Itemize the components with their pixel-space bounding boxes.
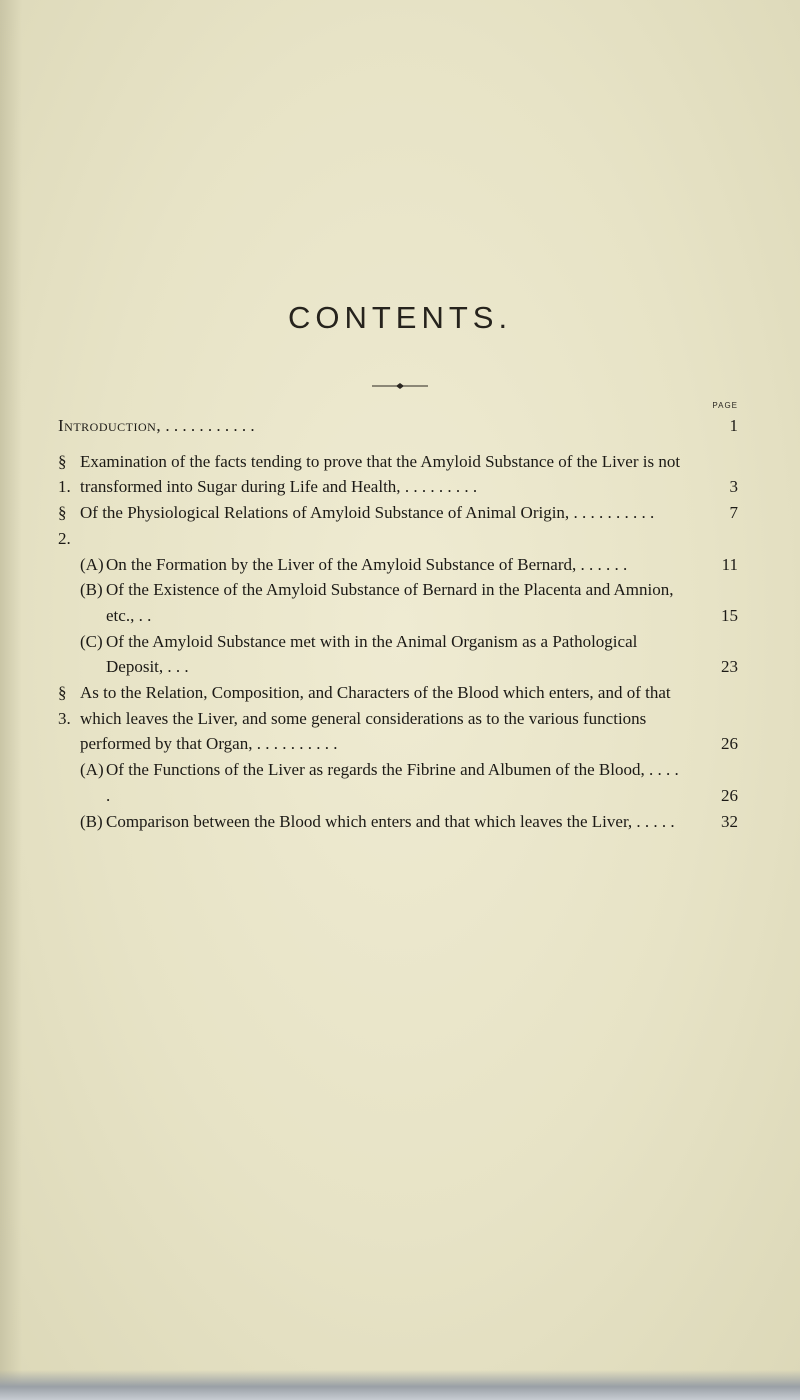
toc-section-number: § 3. [58, 683, 71, 728]
toc-entry-body [80, 500, 738, 526]
toc-subsection-letter: (B) [80, 580, 103, 600]
toc-entry-section-2 [58, 500, 738, 551]
toc-page-number: 23 [721, 657, 738, 677]
toc-page-number: 32 [721, 811, 738, 831]
toc-entry-body [106, 629, 738, 680]
toc-page-number: 11 [721, 554, 738, 574]
contents-title: CONTENTS. [287, 300, 513, 335]
toc-leader-dots: . . . . . [632, 811, 675, 831]
toc-leader-dots: . . . . . . . . . . [569, 503, 655, 523]
page-left-shadow [0, 0, 22, 1400]
toc-entry-section-3a [58, 757, 738, 808]
toc-entry-section-2b [58, 577, 738, 628]
toc-page-number: 7 [729, 503, 738, 523]
toc-page-number: 26 [721, 734, 738, 754]
toc-entry-text: Of the Existence of the Amyloid Substance of Bernard in the Placenta and Amnion, etc., [106, 580, 674, 625]
toc-entry-text: Of the Amyloid Substance met with in the Animal Organism as a Pathological Deposit, [106, 631, 638, 677]
toc-leader-dots: . . . [163, 657, 189, 677]
toc-subsection-letter: (B) [80, 811, 103, 831]
toc-section-number: § 1. [58, 451, 71, 497]
toc-page-number: 26 [721, 785, 738, 805]
toc-section-number: § 2. [58, 503, 71, 548]
toc-entry-introduction [58, 413, 738, 439]
toc-entry-body [106, 757, 738, 808]
toc-entry-text: Comparison between the Blood which enters and that which leaves the Liver, [106, 811, 633, 831]
toc-leader-dots: . . [134, 605, 152, 625]
toc-entry-body [58, 413, 738, 439]
toc-page-number: 1 [729, 416, 738, 435]
page-column-heading: PAGE [712, 401, 738, 410]
toc-entry-body [80, 680, 738, 757]
toc-leader-dots: . . . . . . . . . . [252, 734, 338, 754]
toc-leader-dots: . . . . . . . . . . . [161, 416, 255, 435]
toc-entry-body [80, 449, 738, 500]
toc-entry-section-1 [58, 449, 738, 500]
toc-leader-dots: . . . . . . . . . [400, 477, 478, 497]
toc-subsection-letter: (A) [80, 554, 104, 574]
table-of-contents [58, 413, 738, 834]
toc-subsection-letter: (C) [80, 631, 103, 651]
toc-page-number: 15 [721, 605, 738, 625]
toc-page-number: 3 [729, 477, 738, 497]
toc-subsection-letter: (A) [80, 760, 104, 780]
toc-leader-dots: . . . . . . [576, 554, 628, 574]
toc-entry-section-3 [58, 680, 738, 757]
toc-entry-section-2c [58, 629, 738, 680]
toc-leader-dots: . . . . . [106, 760, 679, 805]
toc-entry-text: Examination of the facts tending to prove that the Amyloid Substance of the Liver is not transformed into Sugar during Life and Health, [80, 451, 681, 497]
page-bottom-edge [0, 1370, 800, 1400]
title-rule-ornament [372, 382, 428, 390]
toc-entry-body [106, 577, 738, 628]
toc-entry-body [106, 552, 738, 578]
toc-entry-section-3b [58, 809, 738, 835]
toc-entry-text: Of the Functions of the Liver as regards the Fibrine and Albumen of the Blood, [106, 760, 645, 780]
toc-entry-text: As to the Relation, Composition, and Characters of the Blood which enters, and of that which leaves the Liver, and some general considerations as to the various functions performed by that Organ, [80, 683, 671, 754]
toc-entry-body [106, 809, 738, 835]
toc-entry-text: On the Formation by the Liver of the Amyloid Substance of Bernard, [106, 554, 577, 574]
toc-entry-section-2a [58, 552, 738, 578]
toc-entry-text: Introduction, [58, 416, 162, 435]
toc-entry-text: Of the Physiological Relations of Amyloid Substance of Animal Origin, [80, 503, 570, 523]
